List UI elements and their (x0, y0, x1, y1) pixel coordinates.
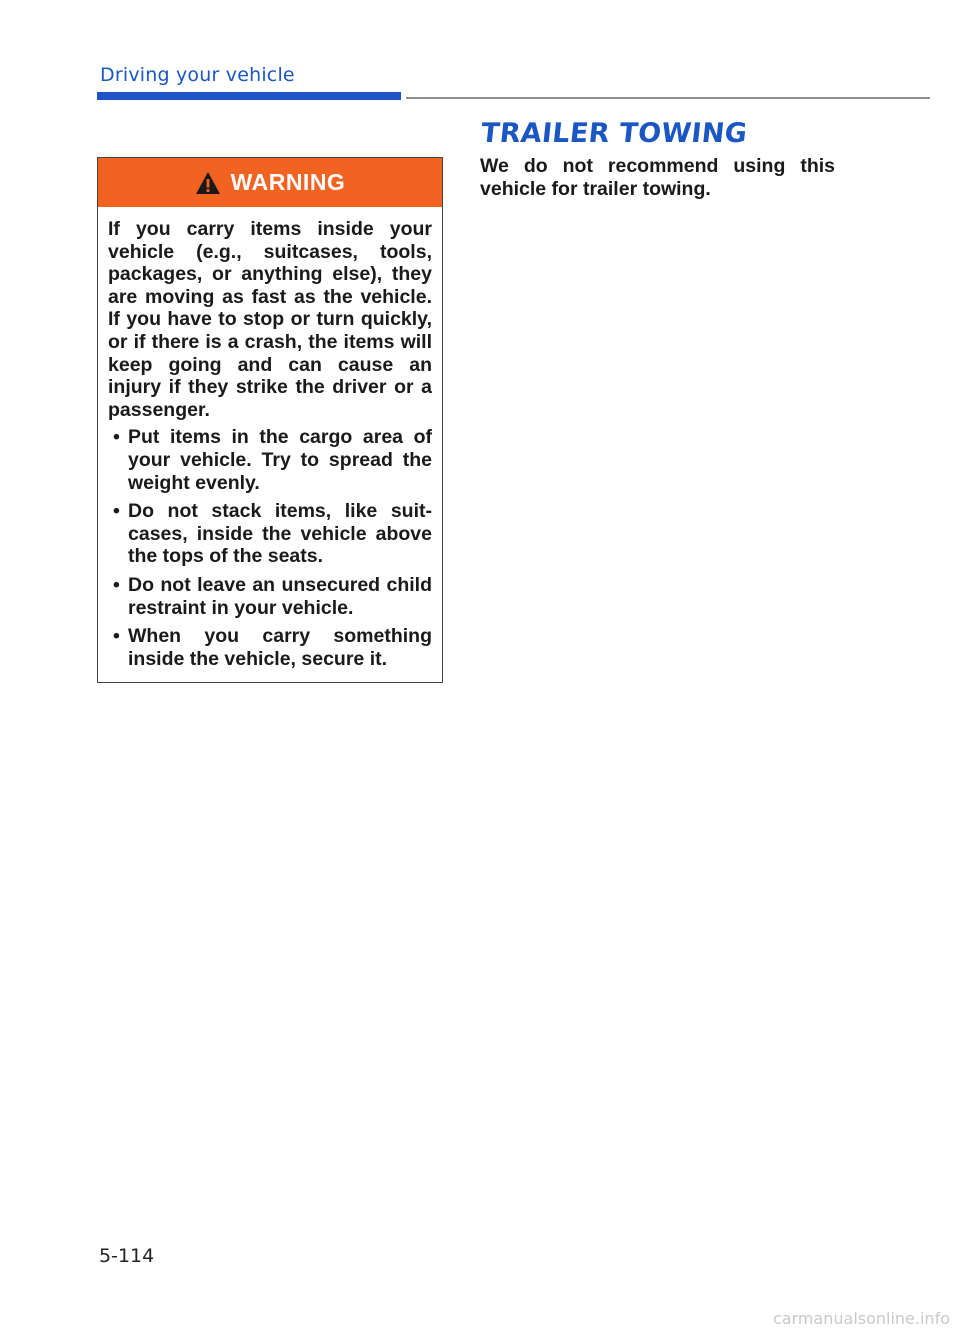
header-accent-bar (97, 92, 401, 100)
warning-header (98, 158, 442, 207)
warning-box (97, 157, 443, 683)
watermark: carmanualsonline.info (772, 1309, 950, 1328)
header-divider (406, 97, 930, 99)
trailer-towing-text: We do not recommend using this vehicle for trailer towing. (480, 155, 835, 200)
trailer-towing-title: TRAILER TOWING (479, 118, 749, 149)
warning-bullet-secure: • When you carry something inside the vehicle, secure it. (108, 625, 432, 670)
warning-intro: If you carry items inside your vehicle (e.g., suitcases, tools, packages, or anything else), they are moving as fast as the vehicle. If you have to stop or turn quickly, or if there is a crash, the items will keep going and can cause an injury if they strike the driver or a passenger. (108, 218, 432, 421)
warning-triangle-icon (195, 171, 221, 195)
page-number: 5-114 (99, 1245, 155, 1267)
warning-title: WARNING (230, 169, 346, 195)
warning-bullet-cargo-area: • Put items in the cargo area of your vehicle. Try to spread the weight evenly. (108, 426, 432, 494)
warning-body (98, 207, 442, 670)
warning-bullet-stacking: • Do not stack items, like suit-cases, inside the vehicle above the tops of the seats. (108, 500, 432, 568)
chapter-header: Driving your vehicle (100, 64, 295, 86)
warning-list (108, 426, 432, 670)
warning-bullet-child-restraint: • Do not leave an unsecured child restraint in your vehicle. (108, 574, 432, 619)
